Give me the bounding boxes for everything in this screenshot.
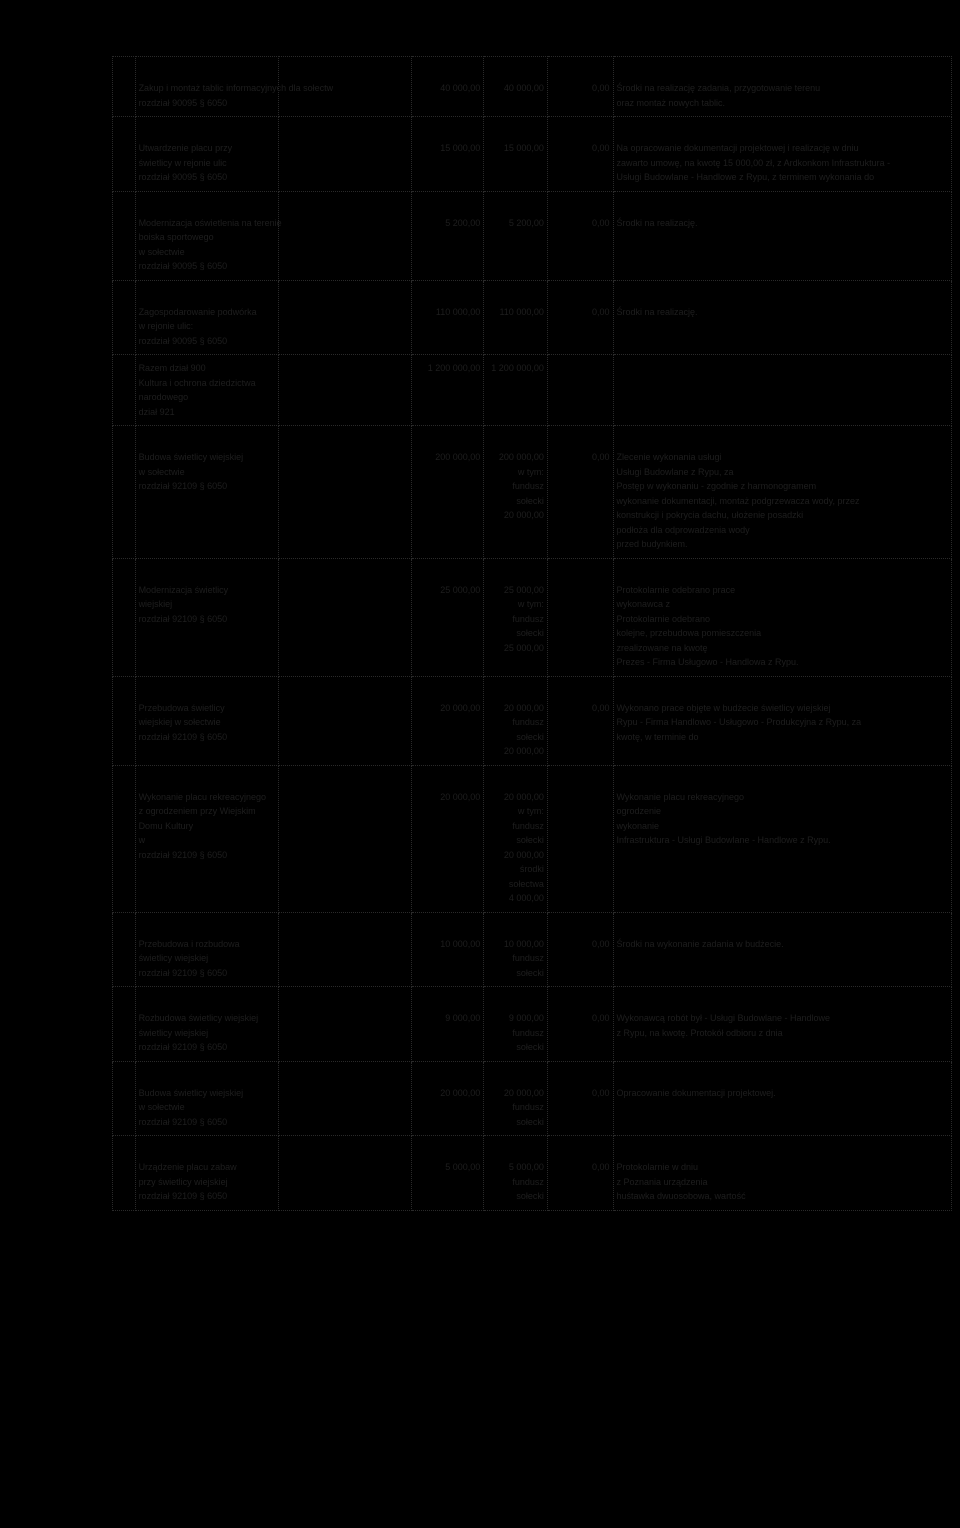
task-name-line: dział 921 (138, 406, 175, 417)
task-name-cell (135, 912, 279, 987)
table-row (113, 987, 952, 1062)
task-name-line: z ogrodzeniem przy Wiejskim (138, 806, 256, 816)
executed-amount-line: fundusz (512, 717, 544, 727)
note-line: oraz montaż nowych tablic. (616, 97, 726, 108)
task-name-line: wiejskiej w sołectwie (138, 717, 221, 727)
table-row (113, 765, 952, 912)
task-name-cell (135, 57, 334, 117)
budget-report-document (112, 56, 952, 1211)
task-name-line: w sołectwie (138, 246, 185, 257)
notes-cell (613, 1136, 952, 1211)
note-line: przed budynkiem. (616, 539, 688, 549)
row-number-cell (113, 558, 136, 676)
row-number-cell (113, 765, 136, 912)
investment-table-body (113, 57, 952, 1211)
plan-amount-cell (412, 765, 484, 912)
notes-cell (613, 191, 952, 280)
task-name-line: Zakup i montaż tablic informacyjnych dla sołectw (138, 83, 334, 93)
note-line: Wykonanie placu rekreacyjnego (616, 791, 744, 802)
plan-amount-cell (412, 1136, 484, 1211)
executed-amount-cell (484, 117, 548, 192)
note-line: konstrukcji i pokrycia dachu, ułożenie posadzki (616, 510, 804, 520)
plan-amount: 20 000,00 (440, 1087, 481, 1098)
task-name-cell (135, 280, 279, 355)
task-name-line: świetlicy wiejskiej (138, 1027, 209, 1038)
date-cell (279, 1061, 412, 1136)
note-line: kwotę, w terminie do (616, 731, 699, 742)
note-line: z Poznania urządzenia (616, 1176, 708, 1187)
task-name-line: Kultura i ochrona dziedzictwa (138, 377, 256, 388)
task-name-line: Razem dział 900 (138, 363, 206, 373)
plan-amount: 5 200,00 (445, 217, 481, 228)
task-name-line: rozdział 92109 § 6050 (138, 1191, 228, 1201)
executed-amount-cell (484, 1061, 548, 1136)
executed-amount-line: 20 000,00 (503, 1087, 544, 1098)
task-name-line: Przebudowa i rozbudowa (138, 938, 240, 949)
note-line: huśtawka dwuosobowa, wartość (616, 1191, 746, 1201)
table-row (113, 1061, 952, 1136)
plan-amount-cell (412, 426, 484, 559)
executed-amount-line: 25 000,00 (503, 642, 544, 653)
executed-amount-line: sołecki (516, 731, 544, 742)
task-name-line: Budowa świetlicy wiejskiej (138, 1087, 244, 1098)
table-row (113, 117, 952, 192)
row-number-cell (113, 280, 136, 355)
task-name-line: przy świetlicy wiejskiej (138, 1176, 228, 1187)
remaining-amount-cell (547, 1136, 613, 1211)
task-name-line: boiska sportowego (138, 232, 214, 242)
note-line: wykonanie (616, 820, 660, 831)
note-line: Środki na wykonanie zadania w budżecie. (616, 938, 784, 949)
remaining-amount-cell (547, 765, 613, 912)
remaining-amount: 0,00 (591, 1087, 610, 1098)
task-name-cell (135, 987, 279, 1062)
executed-amount-line: 20 000,00 (503, 849, 544, 860)
executed-amount-cell (484, 57, 548, 117)
notes-cell (613, 676, 952, 765)
date-cell (279, 558, 412, 676)
executed-amount-line: fundusz (512, 613, 544, 624)
notes-cell (613, 1061, 952, 1136)
notes-cell (613, 280, 952, 355)
plan-amount: 110 000,00 (435, 306, 481, 317)
plan-amount-cell (412, 987, 484, 1062)
executed-amount-line: 40 000,00 (503, 83, 544, 93)
executed-amount-cell (484, 355, 548, 426)
table-row (113, 426, 952, 559)
remaining-amount: 0,00 (591, 217, 610, 228)
task-name-line: rozdział 92109 § 6050 (138, 731, 228, 742)
remaining-amount: 0,00 (591, 1013, 610, 1023)
executed-amount-cell (484, 558, 548, 676)
notes-cell (613, 765, 952, 912)
executed-amount-line: fundusz (512, 953, 544, 963)
row-number-cell (113, 57, 136, 117)
executed-amount-line: 9 000,00 (508, 1013, 544, 1023)
task-name-line: Budowa świetlicy wiejskiej (138, 452, 244, 462)
note-line: Środki na realizację. (616, 217, 698, 228)
executed-amount-line: w tym: (517, 466, 544, 477)
executed-amount-line: w tym: (517, 806, 544, 816)
task-name-line: rozdział 92109 § 6050 (138, 1042, 228, 1052)
plan-amount-cell (412, 280, 484, 355)
executed-amount-line: 1 200 000,00 (491, 363, 544, 373)
executed-amount-line: 10 000,00 (503, 938, 544, 949)
task-name-line: rozdział 92109 § 6050 (138, 967, 228, 978)
remaining-amount-cell (547, 558, 613, 676)
executed-amount-line: 200 000,00 (498, 452, 544, 462)
note-line: Protokolarnie odebrano (616, 613, 711, 624)
plan-amount-cell (412, 676, 484, 765)
note-line: Środki na realizację zadania, przygotowanie terenu (616, 83, 821, 93)
remaining-amount-cell (547, 280, 613, 355)
notes-cell (613, 57, 952, 117)
plan-amount: 5 000,00 (445, 1162, 481, 1172)
task-name-line: Modernizacja świetlicy (138, 584, 229, 595)
plan-amount-cell (412, 558, 484, 676)
row-number-cell (113, 355, 136, 426)
note-line: Usługi Budowlane - Handlowe z Rypu, z terminem wykonania do (616, 172, 875, 182)
executed-amount-line: 20 000,00 (503, 510, 544, 520)
table-row (113, 191, 952, 280)
task-name-line: Utwardzenie placu przy (138, 143, 233, 153)
task-name-line: rozdział 90095 § 6050 (138, 335, 228, 346)
executed-amount-cell (484, 765, 548, 912)
task-name-line: narodowego (138, 392, 189, 402)
plan-amount-cell (412, 191, 484, 280)
table-row (113, 912, 952, 987)
plan-amount: 200 000,00 (435, 452, 481, 462)
note-line: wykonawca z (616, 599, 671, 609)
row-number-cell (113, 117, 136, 192)
executed-amount-line: w tym: (517, 599, 544, 609)
task-name-line: Domu Kultury (138, 820, 194, 831)
table-row (113, 280, 952, 355)
task-name-cell (135, 676, 279, 765)
row-number-cell (113, 1136, 136, 1211)
note-line: Infrastruktura - Usługi Budowlane - Handlowe z Rypu. (616, 835, 831, 845)
investment-table (112, 56, 952, 1211)
remaining-amount: 0,00 (591, 1162, 610, 1172)
executed-amount-line: fundusz (512, 1102, 544, 1112)
executed-amount-line: fundusz (512, 481, 544, 491)
note-line: zrealizowane na kwotę (616, 642, 708, 653)
executed-amount-line: 110 000,00 (499, 306, 544, 317)
plan-amount-cell (412, 57, 484, 117)
table-row (113, 676, 952, 765)
note-line: Postęp w wykonaniu - zgodnie z harmonogramem (616, 481, 817, 491)
notes-cell (613, 117, 952, 192)
note-line: z Rypu, na kwotę. Protokół odbioru z dnia (616, 1027, 783, 1038)
executed-amount-line: fundusz (512, 1176, 544, 1187)
task-name-line: Zagospodarowanie podwórka (138, 306, 257, 317)
date-cell (279, 765, 412, 912)
note-line: Na opracowanie dokumentacji projektowej i realizację w dniu (616, 143, 859, 153)
note-line: Rypu - Firma Handlowo - Usługowo - Produkcyjna z Rypu, za (616, 717, 862, 727)
remaining-amount: 0,00 (591, 83, 610, 93)
task-name-line: w (138, 835, 146, 845)
note-line: kolejne, przebudowa pomieszczenia (616, 628, 762, 638)
executed-amount-cell (484, 912, 548, 987)
plan-amount: 25 000,00 (440, 584, 481, 595)
executed-amount-line: sołecki (516, 495, 544, 506)
note-line: Wykonano prace objęte w budżecie świetlicy wiejskiej (616, 702, 831, 713)
plan-amount-cell (412, 912, 484, 987)
row-number-cell (113, 676, 136, 765)
notes-cell (613, 355, 952, 426)
remaining-amount: 0,00 (591, 306, 610, 317)
task-name-cell (135, 1061, 279, 1136)
task-name-cell (135, 765, 279, 912)
plan-amount-cell (412, 1061, 484, 1136)
task-name-line: świetlicy w rejonie ulic (138, 157, 227, 168)
executed-amount-line: 15 000,00 (503, 143, 544, 153)
row-number-cell (113, 426, 136, 559)
task-name-line: w sołectwie (138, 466, 185, 477)
remaining-amount-cell (547, 676, 613, 765)
executed-amount-line: 4 000,00 (508, 893, 544, 903)
task-name-line: Wykonanie placu rekreacyjnego (138, 791, 267, 802)
task-name-line: Modernizacja oświetlenia na terenie (138, 217, 282, 228)
executed-amount-cell (484, 676, 548, 765)
date-cell (279, 191, 412, 280)
remaining-amount: 0,00 (591, 702, 610, 713)
remaining-amount-cell (547, 912, 613, 987)
task-name-line: rozdział 92109 § 6050 (138, 613, 228, 624)
task-name-cell (135, 426, 279, 559)
note-line: Usługi Budowlane z Rypu, za (616, 466, 734, 477)
executed-amount-line: 20 000,00 (503, 791, 544, 802)
task-name-line: Przebudowa świetlicy (138, 702, 225, 713)
executed-amount-line: sołecki (516, 1042, 544, 1052)
remaining-amount-cell (547, 426, 613, 559)
executed-amount-line: fundusz (512, 820, 544, 831)
remaining-amount-cell (547, 987, 613, 1062)
row-number-cell (113, 1061, 136, 1136)
row-number-cell (113, 191, 136, 280)
task-name-line: w rejonie ulic: (138, 321, 194, 331)
executed-amount-line: sołectwa (508, 878, 544, 889)
executed-amount-line: 20 000,00 (503, 702, 544, 713)
note-line: Środki na realizację. (616, 306, 698, 317)
table-row (113, 57, 952, 117)
executed-amount-line: sołecki (516, 967, 544, 978)
task-name-line: rozdział 90095 § 6050 (138, 97, 228, 108)
table-row (113, 558, 952, 676)
task-name-line: Rozbudowa świetlicy wiejskiej (138, 1013, 259, 1023)
remaining-amount: 0,00 (591, 143, 610, 153)
plan-amount: 9 000,00 (445, 1013, 481, 1023)
row-number-cell (113, 987, 136, 1062)
note-line: Zlecenie wykonania usługi (616, 452, 722, 462)
plan-amount: 1 200 000,00 (427, 363, 481, 373)
task-name-cell (135, 558, 279, 676)
date-cell (279, 117, 412, 192)
remaining-amount: 0,00 (591, 938, 610, 949)
plan-amount: 10 000,00 (440, 938, 481, 949)
note-line: wykonanie dokumentacji, montaż podgrzewacza wody, przez (616, 495, 860, 506)
task-name-line: rozdział 90095 § 6050 (138, 172, 228, 182)
note-line: Opracowanie dokumentacji projektowej. (616, 1087, 776, 1098)
executed-amount-line: sołecki (516, 1116, 544, 1127)
task-name-line: Urządzenie placu zabaw (138, 1162, 237, 1172)
executed-amount-line: 5 200,00 (508, 217, 544, 228)
task-name-cell (135, 117, 279, 192)
plan-amount: 15 000,00 (440, 143, 481, 153)
notes-cell (613, 987, 952, 1062)
row-number-cell (113, 912, 136, 987)
date-cell (279, 280, 412, 355)
executed-amount-cell (484, 1136, 548, 1211)
note-line: Wykonawcą robót był - Usługi Budowlane - Handlowe (616, 1013, 831, 1023)
executed-amount-cell (484, 280, 548, 355)
executed-amount-cell (484, 191, 548, 280)
executed-amount-line: 25 000,00 (503, 584, 544, 595)
executed-amount-line: sołecki (516, 835, 544, 845)
executed-amount-line: środki (519, 864, 544, 874)
task-name-line: świetlicy wiejskiej (138, 953, 209, 963)
task-name-line: wiejskiej (138, 599, 173, 609)
task-name-cell (135, 355, 279, 426)
task-name-line: rozdział 92109 § 6050 (138, 481, 228, 491)
remaining-amount: 0,00 (591, 452, 610, 462)
notes-cell (613, 558, 952, 676)
executed-amount-line: sołecki (516, 1191, 544, 1201)
note-line: ogrodzenie (616, 806, 662, 816)
task-name-line: rozdział 92109 § 6050 (138, 1116, 228, 1127)
date-cell (279, 355, 412, 426)
task-name-line: rozdział 90095 § 6050 (138, 261, 228, 271)
date-cell (279, 1136, 412, 1211)
executed-amount-line: fundusz (512, 1027, 544, 1038)
date-cell (279, 426, 412, 559)
remaining-amount-cell (547, 191, 613, 280)
executed-amount-cell (484, 987, 548, 1062)
date-cell (279, 987, 412, 1062)
note-line: Protokolarnie odebrano prace (616, 584, 736, 595)
task-name-line: rozdział 92109 § 6050 (138, 849, 228, 860)
table-row (113, 1136, 952, 1211)
plan-amount-cell (412, 355, 484, 426)
remaining-amount-cell (547, 355, 613, 426)
plan-amount: 20 000,00 (440, 791, 481, 802)
note-line: zawarto umowę, na kwotę 15 000,00 zł, z Ardkonkom Infrastruktura - (616, 157, 891, 168)
executed-amount-cell (484, 426, 548, 559)
plan-amount-cell (412, 117, 484, 192)
plan-amount: 20 000,00 (440, 702, 481, 713)
plan-amount: 40 000,00 (440, 83, 481, 93)
note-line: podłoża dla odprowadzenia wody (616, 524, 750, 535)
remaining-amount-cell (547, 57, 613, 117)
note-line: Prezes - Firma Usługowo - Handlowa z Rypu. (616, 657, 799, 667)
date-cell (279, 912, 412, 987)
note-line: Protokolarnie w dniu (616, 1162, 699, 1172)
task-name-cell (135, 1136, 279, 1211)
remaining-amount-cell (547, 1061, 613, 1136)
executed-amount-line: 5 000,00 (508, 1162, 544, 1172)
remaining-amount-cell (547, 117, 613, 192)
notes-cell (613, 912, 952, 987)
executed-amount-line: 20 000,00 (503, 746, 544, 756)
table-row (113, 355, 952, 426)
notes-cell (613, 426, 952, 559)
task-name-line: w sołectwie (138, 1102, 185, 1112)
task-name-cell (135, 191, 282, 280)
executed-amount-line: sołecki (516, 628, 544, 638)
date-cell (279, 676, 412, 765)
